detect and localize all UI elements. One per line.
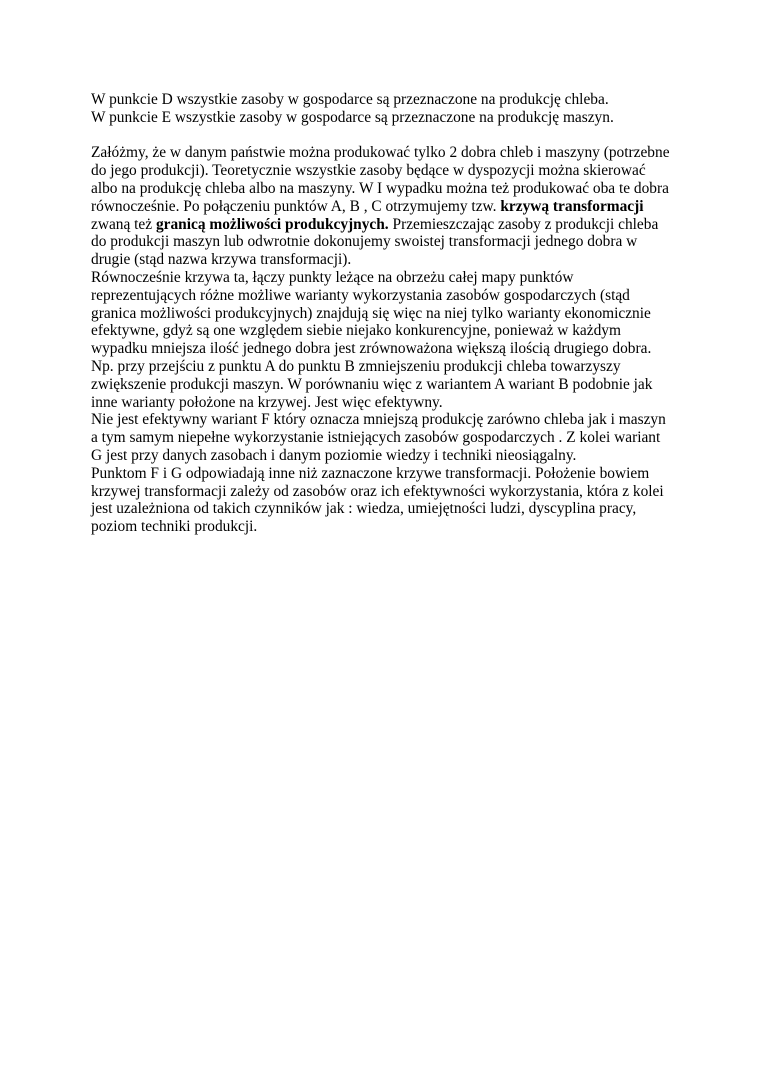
bold-term: krzywą transformacji [500,197,644,215]
text-run: Punktom F i G odpowiadają inne niż zaznaczone krzywe transformacji. Położenie bowiem [91,464,650,482]
text-line [91,340,691,358]
text-run: Przemieszczając zasoby z produkcji chleba [388,215,659,233]
text-line [91,322,691,340]
text-run: jest uzależniona od takich czynników jak : wiedza, umiejętności ludzi, dyscyplina pracy, [91,500,637,518]
text-line [91,483,691,501]
text-run: a tym samym niepełne wykorzystanie istniejących zasobów gospodarczych . Z kolei wariant [91,429,661,447]
text-run: poziom techniki produkcji. [91,518,258,536]
text-run: równocześnie. Po połączeniu punktów A, B , C otrzymujemy tzw. [91,197,501,215]
text-line [91,394,691,412]
text-line [91,305,691,323]
text-line [91,358,691,376]
text-line [91,216,691,234]
text-run: albo na produkcję chleba albo na maszyny. W I wypadku można też produkować oba te dobra [91,179,669,197]
document-body [91,91,691,536]
bold-term: granicą możliwości produkcyjnych. [155,215,389,233]
text-run: zwiększenie produkcji maszyn. W porównaniu więc z wariantem A wariant B podobnie jak [91,375,653,393]
text-line [91,411,691,429]
text-run: drugie (stąd nazwa krzywa transformacji). [91,251,352,269]
text-run: W punkcie D wszystkie zasoby w gospodarce są przeznaczone na produkcję chleba. [91,91,609,108]
text-run: zwaną też [91,215,156,233]
text-run: inne warianty położone na krzywej. Jest więc efektywny. [91,393,443,411]
text-line [91,518,691,536]
text-run: efektywne, gdyż są one względem siebie niejako konkurencyjne, ponieważ w każdym [91,322,621,340]
text-line [91,251,691,269]
text-run: Nie jest efektywny wariant F który oznacza mniejszą produkcję zarówno chleba jak i maszyn [91,411,666,429]
text-line [91,162,691,180]
blank-line [91,127,691,145]
text-run: reprezentujących różne możliwe warianty wykorzystania zasobów gospodarczych (stąd [91,286,630,304]
text-run: W punkcie E wszystkie zasoby w gospodarce są przeznaczone na produkcję maszyn. [91,108,614,126]
text-line [91,500,691,518]
text-run: wypadku mniejsza ilość jednego dobra jest zrównoważona większą ilością drugiego dobra. [91,340,652,358]
text-line [91,429,691,447]
text-run: Np. przy przejściu z punktu A do punktu B zmniejszeniu produkcji chleba towarzyszy [91,357,621,375]
text-line [91,447,691,465]
text-line [91,465,691,483]
text-line [91,180,691,198]
text-run: G jest przy danych zasobach i danym poziomie wiedzy i techniki nieosiągalny. [91,446,577,464]
text-line [91,144,691,162]
text-run: do produkcji maszyn lub odwrotnie dokonujemy swoistej transformacji jednego dobra w [91,233,638,251]
text-run: granica możliwości produkcyjnych) znajdują się więc na niej tylko warianty ekonomicznie [91,304,651,322]
text-run: krzywej transformacji zależy od zasobów oraz ich efektywności wykorzystania, która z kolei [91,482,664,500]
text-run: Równocześnie krzywa ta, łączy punkty leżące na obrzeżu całej mapy punktów [91,268,574,286]
text-line [91,287,691,305]
text-line [91,91,691,109]
text-line [91,233,691,251]
text-run: do jego produkcji). Teoretycznie wszystkie zasoby będące w dyspozycji można skierować [91,162,646,180]
text-line [91,376,691,394]
text-run: Załóżmy, że w danym państwie można produkować tylko 2 dobra chleb i maszyny (potrzebne [91,144,670,162]
text-line [91,109,691,127]
text-line [91,198,691,216]
text-line [91,269,691,287]
